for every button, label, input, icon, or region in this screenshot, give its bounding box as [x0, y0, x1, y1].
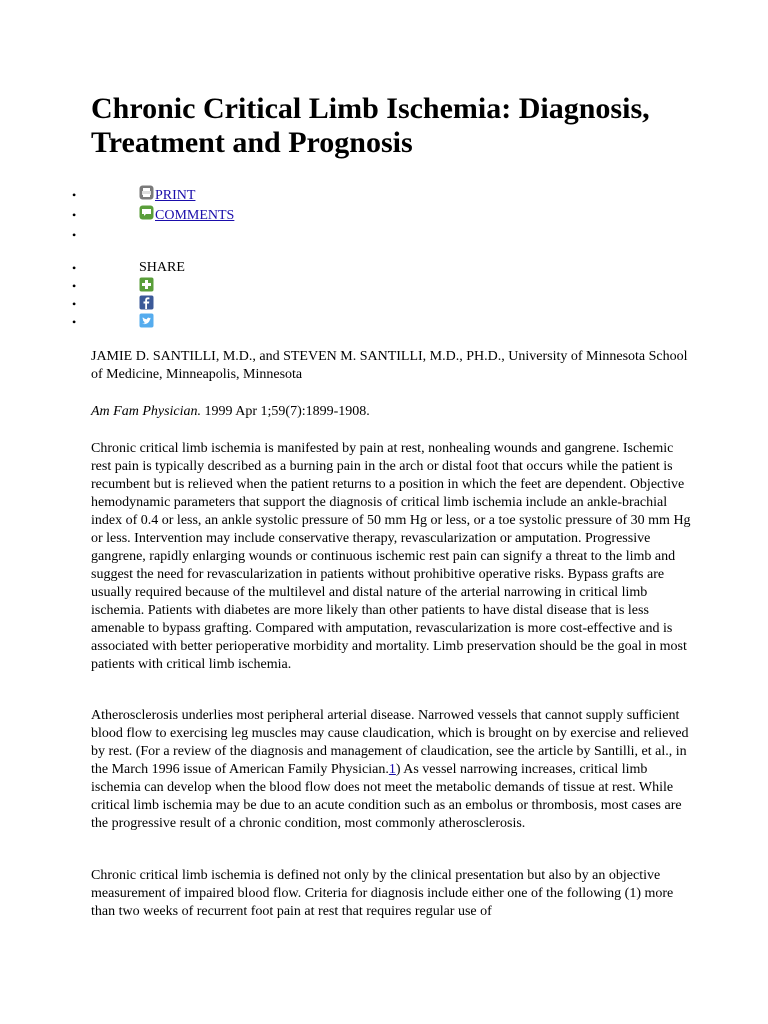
list-item-empty — [139, 225, 234, 245]
body-paragraph-2: Chronic critical limb ischemia is defined not only by the clinical presentation but also by an objective measurement of impaired blood flow. Criteria for diagnosis include either one of the following (1) more than two weeks of recurrent foot pain at rest that requires regular use of — [91, 868, 674, 919]
plus-icon[interactable] — [139, 277, 154, 292]
journal-citation — [91, 403, 691, 421]
twitter-icon[interactable] — [139, 313, 154, 328]
comments-label: COMMENTS — [155, 208, 235, 223]
list-item-print — [139, 185, 234, 205]
list-item-comments — [139, 205, 234, 225]
citation-details: 1999 Apr 1;59(7):1899-1908. — [201, 404, 370, 419]
abstract-paragraph: Chronic critical limb ischemia is manifested by pain at rest, nonhealing wounds and gangrene. Ischemic rest pain is typically described as a burning pain in the arch or distal foot that occurs while the patient is recumbent but is relieved when the patient returns to a position in which the feet are dependent. Objective hemodynamic parameters that support the diagnosis of critical limb ischemia include an ankle-brachial index of 0.4 or less, an ankle systolic pressure of 50 mm Hg or less, or a toe systolic pressure of 30 mm Hg or less. Intervention may include conservative therapy, revascularization or amputation. Progressive gangrene, rapidly enlarging wounds or continuous ischemic rest pain can signify a threat to the limb and suggest the need for revascularization in patients without prohibitive operative risks. Bypass grafts are usually required because of the multilevel and distal nature of the arterial narrowing in critical limb ischemia. Patients with diabetes are more likely than other patients to have distal disease that is less amenable to bypass grafting. Compared with amputation, revascularization is more cost-effective and is associated with better perioperative morbidity and mortality. Limb preservation should be the goal in most patients with critical limb ischemia. — [91, 441, 691, 672]
author-byline: JAMIE D. SANTILLI, M.D., and STEVEN M. SANTILLI, M.D., PH.D., University of Minnesota School of Medicine, Minneapolis, Minnesota — [91, 349, 688, 382]
share-list — [139, 259, 185, 331]
article-tools-list — [139, 185, 234, 245]
share-heading: • SHARE — [139, 259, 185, 277]
list-item-share-twitter — [139, 313, 185, 331]
facebook-icon[interactable] — [139, 295, 154, 310]
journal-name: Am Fam Physician. — [91, 404, 202, 419]
body-paragraph-1 — [91, 707, 691, 833]
comments-link[interactable] — [139, 208, 234, 223]
list-item-share-facebook — [139, 295, 185, 313]
comments-icon — [139, 205, 154, 220]
print-icon — [139, 185, 154, 200]
print-label: PRINT — [155, 188, 196, 203]
print-link[interactable] — [139, 188, 195, 203]
paragraph-text: ) As vessel narrowing increases, critical limb ischemia can develop when the blood flow does not meet the metabolic demands of tissue at rest. While critical limb ischemia may be due to an acute condition such as an embolus or thrombosis, most cases are the progressive result of a chronic condition, most commonly atherosclerosis. — [91, 762, 682, 831]
list-item-share-plus — [139, 277, 185, 295]
reference-link-1[interactable]: 1 — [388, 762, 396, 777]
page-title: Chronic Critical Limb Ischemia: Diagnosis, Treatment and Prognosis — [91, 92, 650, 159]
paragraph-text: Atherosclerosis underlies most peripheral arterial disease. Narrowed vessels that cannot supply sufficient blood flow to exercising leg muscles may cause claudication, which is brought on by exercise and relieved by rest. (For a review of the diagnosis and management of claudication, see the article by Santilli, et al., in the March 1996 issue of American Family Physician. — [91, 708, 689, 777]
